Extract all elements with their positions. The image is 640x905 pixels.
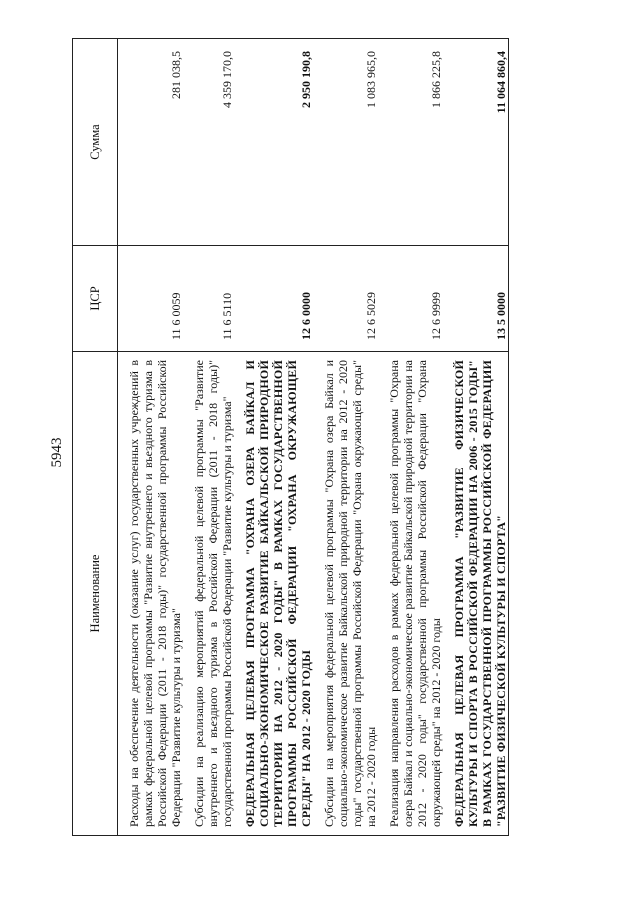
table-row [118,39,184,836]
cell-csr: 12 6 5029 [313,246,378,352]
table-row [378,39,443,836]
table-row [313,39,378,836]
header-sum: Сумма [73,39,118,246]
budget-table [72,38,509,836]
table-row [234,39,313,836]
cell-name: Субсидии на реализацию мероприятий федеральной целевой программы "Развитие внутреннего и въездного туризма в Российской Федерации (2011 - 2018 годы)" государственной программы Российской Федерации "Развитие культуры и туризма" [183,352,234,836]
cell-sum: 4 359 170,0 [183,39,234,246]
cell-sum: 2 950 190,8 [234,39,313,246]
table-row [443,39,509,836]
cell-sum: 281 038,5 [118,39,184,246]
cell-name: Расходы на обеспечение деятельности (оказание услуг) государственных учреждений в рамках федеральной целевой программы "Развитие внутреннего и въездного туризма в Российской Федерации (2011 - 2018 годы)" государственной программы Российской Федерации "Развитие культуры и туризма" [118,352,184,836]
table-header-row [73,39,118,836]
cell-name: ФЕДЕРАЛЬНАЯ ЦЕЛЕВАЯ ПРОГРАММА "РАЗВИТИЕ ФИЗИЧЕСКОЙ КУЛЬТУРЫ И СПОРТА В РОССИЙСКОЙ ФЕДЕРАЦИИ НА 2006 - 2015 ГОДЫ" В РАМКАХ ГОСУДАРСТВЕННОЙ ПРОГРАММЫ РОССИЙСКОЙ ФЕДЕРАЦИИ "РАЗВИТИЕ ФИЗИЧЕСКОЙ КУЛЬТУРЫ И СПОРТА" [443,352,509,836]
cell-csr: 11 6 0059 [118,246,184,352]
page-number: 5943 [49,437,65,468]
table-row [183,39,234,836]
cell-csr: 13 5 0000 [443,246,509,352]
cell-sum: 1 866 225,8 [378,39,443,246]
cell-name: ФЕДЕРАЛЬНАЯ ЦЕЛЕВАЯ ПРОГРАММА "ОХРАНА ОЗЕРА БАЙКАЛ И СОЦИАЛЬНО-ЭКОНОМИЧЕСКОЕ РАЗВИТИЕ БАЙКАЛЬСКОЙ ПРИРОДНОЙ ТЕРРИТОРИИ НА 2012 - 2020 ГОДЫ" В РАМКАХ ГОСУДАРСТВЕННОЙ ПРОГРАММЫ РОССИЙСКОЙ ФЕДЕРАЦИИ "ОХРАНА ОКРУЖАЮЩЕЙ СРЕДЫ" НА 2012 - 2020 ГОДЫ [234,352,313,836]
cell-name: Субсидии на мероприятия федеральной целевой программы "Охрана озера Байкал и социально-экономическое развитие Байкальской природной территории на 2012 - 2020 годы" государственной программы Российской Федерации "Охрана окружающей среды" на 2012 - 2020 годы [313,352,378,836]
cell-name: Реализация направления расходов в рамках федеральной целевой программы "Охрана озера Байкал и социально-экономическое развитие Байкальской природной территории на 2012 - 2020 годы" государственной программы Российской Федерации "Охрана окружающей среды" на 2012 - 2020 годы [378,352,443,836]
cell-sum: 11 064 860,4 [443,39,509,246]
cell-csr: 12 6 0000 [234,246,313,352]
cell-csr: 11 6 5110 [183,246,234,352]
header-csr: ЦСР [73,246,118,352]
cell-csr: 12 6 9999 [378,246,443,352]
header-name: Наименование [73,352,118,836]
cell-sum: 1 083 965,0 [313,39,378,246]
